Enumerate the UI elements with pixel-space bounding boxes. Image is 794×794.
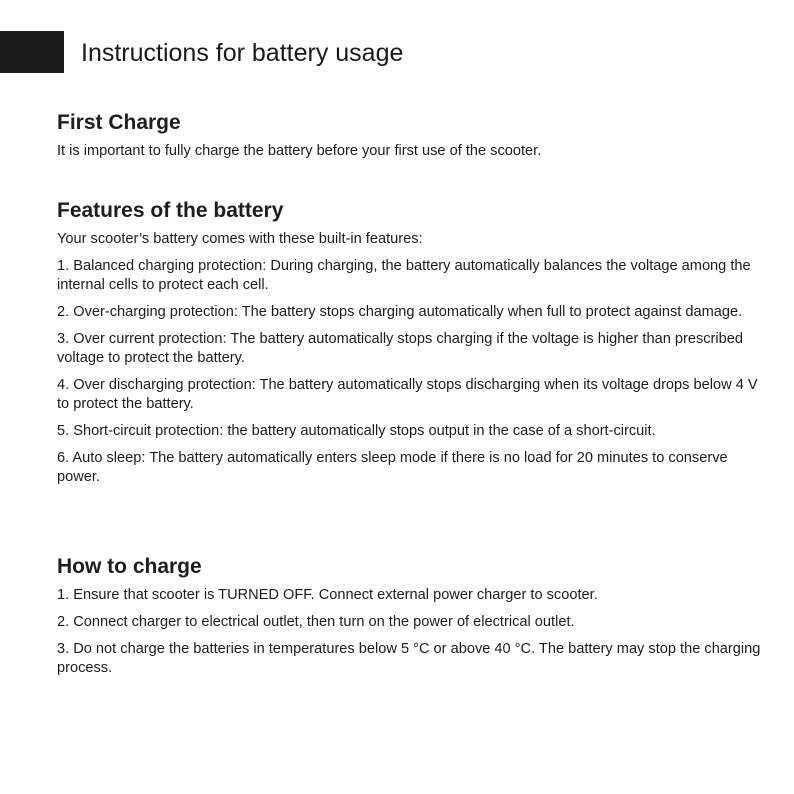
charge-step-2: 2. Connect charger to electrical outlet, then turn on the power of electrical outlet. [57,614,575,630]
feature-item-short-circuit: 5. Short-circuit protection: the battery automatically stops output in the case of a short-circuit. [57,423,656,439]
how-to-charge-section [57,554,762,678]
features-heading: Features of the battery [57,199,284,222]
header-accent-block [0,31,64,73]
features-intro: Your scooter’s battery comes with these built-in features: [57,231,423,247]
first-charge-text: It is important to fully charge the battery before your first use of the scooter. [57,143,542,159]
feature-item-over-discharging: 4. Over discharging protection: The battery automatically stops discharging when its voltage drops below 4 V to protect the battery. [57,377,758,412]
how-to-charge-heading: How to charge [57,555,202,578]
charge-step-3: 3. Do not charge the batteries in temperatures below 5 °C or above 40 °C. The battery may stop the charging process. [57,641,761,676]
charge-step-1: 1. Ensure that scooter is TURNED OFF. Connect external power charger to scooter. [57,587,598,603]
first-charge-section [57,110,762,161]
page-title: Instructions for battery usage [81,39,404,67]
feature-item-over-charging: 2. Over-charging protection: The battery stops charging automatically when full to protect against damage. [57,304,743,320]
feature-item-auto-sleep: 6. Auto sleep: The battery automatically enters sleep mode if there is no load for 20 minutes to conserve power. [57,450,728,485]
features-section [57,198,762,487]
first-charge-heading: First Charge [57,111,181,134]
feature-item-balanced-charging: 1. Balanced charging protection: During charging, the battery automatically balances the voltage among the internal cells to protect each cell. [57,258,751,293]
feature-item-over-current: 3. Over current protection: The battery automatically stops charging if the voltage is higher than prescribed voltage to protect the battery. [57,331,743,366]
